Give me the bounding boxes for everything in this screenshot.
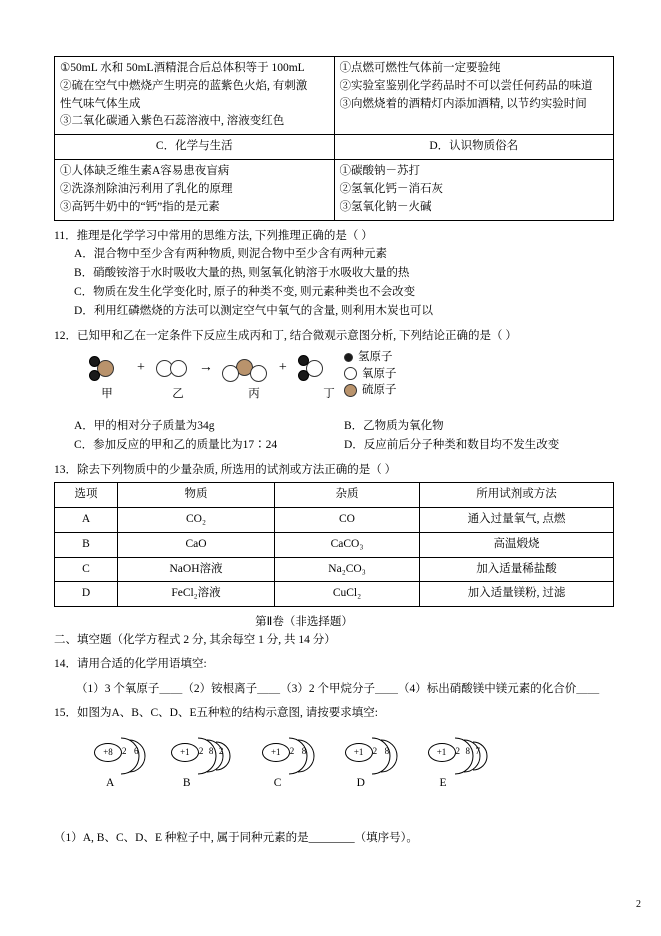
table-cell-ab-left [55,57,335,135]
spacer-1 [130,385,158,401]
oxygen-atom-icon [222,365,239,382]
question-15-sub-1: （1）A, B、C、D、E 种粒子中, 属于同种元素的是________（填序号）。 [54,832,418,845]
cell-impurity: CuCl₂ [275,582,420,607]
molecule-label-yi: 乙 [172,387,184,400]
table-row [55,507,614,532]
plus-sign-1: + [137,359,145,375]
cell-substance: NaOH溶液 [118,557,275,582]
legend-label: 硫原子 [362,384,397,397]
question-15-stem: 15．如图为A、B、C、D、E五种粒的结构示意图, 请按要求填空: [54,706,378,719]
nucleus-charge: +1 [171,743,199,762]
atom-structure-diagrams [54,730,614,790]
table-cell-header-c: C．化学与生活 [55,135,335,160]
cell-option: B [55,532,118,557]
table-row [55,160,614,220]
question-13-stem: 13．除去下列物质中的少量杂质, 所选用的试剂或方法正确的是（ ） [54,463,397,476]
question-12-option-a: A．甲的相对分子质量为34g [74,419,215,432]
comparison-table-wrapper [54,56,614,221]
text-line: ①点燃可燃性气体前一定要验纯 [339,62,501,74]
molecule-bing [220,351,272,385]
question-14-stem: 14．请用合适的化学用语填空: [54,658,207,671]
hydrogen-atom-icon [89,356,100,367]
cell-impurity: CO [275,507,420,532]
hydrogen-atom-icon [89,370,100,381]
atom-label: E [439,777,447,790]
options-table [54,56,614,221]
legend-item-hydrogen [344,349,397,366]
shell-count: 6 [134,746,139,757]
page-number: 2 [636,899,641,910]
question-11-option-d: D．利用红磷燃烧的方法可以测定空气中氧气的含量, 则利用木炭也可以 [74,304,434,317]
shell-count: 7 [475,746,480,757]
cell-substance: CO₂ [118,507,275,532]
molecule-yi [152,351,192,385]
cell-method: 高温煅烧 [420,532,614,557]
hydrogen-atom-icon [344,353,353,362]
table-cell-cd-left [55,160,335,220]
question-11-option-c: C．物质在发生化学变化时, 原子的种类不变, 则元素种类也不会改变 [74,285,416,298]
section-2-heading: 二、填空题（化学方程式 2 分, 其余每空 1 分, 共 14 分） [54,634,336,647]
cell-option: D [55,582,118,607]
molecule-ding [294,351,336,385]
table-header-substance: 物质 [118,483,275,508]
cell-impurity: CaCO₃ [275,532,420,557]
table-cell-ab-right [334,57,614,135]
table-header-option: 选项 [55,483,118,508]
hydrogen-atom-icon [298,370,309,381]
shell-count: 8 [301,746,307,757]
atom-diagram-d [345,730,425,790]
cell-substance: FeCl₂溶液 [118,582,275,607]
atom-label: D [356,777,365,790]
table-row [55,57,614,135]
hydrogen-atom-icon [298,355,309,366]
atom-diagram-e [428,730,516,790]
shell-count: 8 [208,746,214,757]
oxygen-atom-icon [344,367,357,380]
shell-count: 2 [289,746,295,757]
document-content [54,56,614,847]
question-12-option-c: C．参加反应的甲和乙的质量比为17∶24 [74,438,278,451]
molecule-label-jia: 甲 [101,387,113,400]
atom-label: C [273,777,282,790]
atom-diagram-c [262,730,342,790]
table-header-method: 所用试剂或方法 [420,483,614,508]
nucleus-charge: +1 [345,743,373,762]
cell-substance: CaO [118,532,275,557]
shell-count: 8 [384,746,390,757]
electron-shells-icon [369,736,413,776]
cell-method: 加入适量镁粉, 过滤 [420,582,614,607]
atom-label: A [106,777,115,790]
molecule-diagram [54,351,614,413]
text-line: ①碳酸钠－苏打 [339,165,420,178]
table-row [55,582,614,607]
legend-item-oxygen [344,366,397,383]
reaction-arrow-icon: → [198,359,213,375]
question-12-options-row-2 [74,436,614,455]
molecule-legend [344,349,397,399]
text-line: ②硫在空气中燃烧产生明亮的蓝紫色火焰, 有刺激 [60,79,308,92]
sulfur-atom-icon [344,384,357,397]
text-line: ②氢氧化钙－消石灰 [339,182,443,195]
table-row [55,557,614,582]
shell-count: 2 [198,746,204,757]
electron-shells-icon [118,736,158,776]
legend-label: 氢原子 [358,350,393,363]
table-cell-header-d: D．认识物质俗名 [334,135,614,160]
spacer-3 [280,385,308,401]
table-header-impurity: 杂质 [275,483,420,508]
question-11-stem: 11．推理是化学学习中常用的思维方法, 下列推理正确的是（ ） [54,229,373,242]
plus-sign-2: + [278,359,287,375]
shell-count: 8 [465,746,470,757]
atom-label: B [182,777,191,790]
text-line: 性气味气体生成 [60,97,141,110]
shell-count: 2 [122,746,127,757]
question-12-option-d: D．反应前后分子种类和数目均不发生改变 [344,438,560,451]
shell-count: 2 [455,746,460,757]
text-line: ②洗涤剂除油污利用了乳化的原理 [60,182,233,195]
electron-shells-icon [195,736,247,776]
text-line: ②实验室鉴别化学药品时不可以尝任何药品的味道 [339,79,593,92]
cell-impurity: Na₂CO₃ [275,557,420,582]
question-11-option-a: A．混合物中至少含有两种物质, 则泥合物中至少含有两种元素 [74,247,388,260]
text-line: ③二氧化碳通入紫色石蕊溶液中, 溶液变红色 [60,115,285,128]
nucleus-charge: +8 [94,743,122,762]
text-line: ③氢氧化钠－火碱 [339,200,432,213]
text-line: ①50mL 水和 50mL酒精混合后总体积等于 100mL [60,62,305,74]
atom-diagram-b [171,730,259,790]
electron-shells-icon [286,736,330,776]
table-header-row [55,483,614,508]
nucleus-charge: +1 [428,743,456,762]
table-row-headers [55,135,614,160]
nucleus-charge: +1 [262,743,290,762]
shell-count: 2 [218,746,224,757]
molecule-label-ding: 丁 [323,387,335,400]
question-12-stem: 12．已知甲和乙在一定条件下反应生成丙和丁, 结合微观示意图分析, 下列结论正确的是（ ） [54,329,517,342]
electron-shells-icon [452,736,504,776]
text-line: ①人体缺乏维生素A容易患夜盲病 [60,165,230,178]
legend-label: 氧原子 [362,367,397,380]
text-line: ③向燃烧着的酒精灯内添加酒精, 以节约实验时间 [339,97,587,110]
legend-item-sulfur [344,382,397,399]
molecule-equation [84,351,336,385]
oxygen-atom-icon [170,360,187,377]
shell-count: 2 [372,746,378,757]
cell-option: C [55,557,118,582]
molecule-label-bing: 丙 [248,387,260,400]
cell-option: A [55,507,118,532]
text-line: ③高钙牛奶中的“钙”指的是元素 [60,200,220,213]
molecule-jia [84,351,130,385]
spacer-2 [198,385,228,401]
cell-method: 通入过量氧气, 点燃 [420,507,614,532]
paper-part-heading: 第Ⅱ卷（非选择题） [255,616,353,629]
table-cell-cd-right [334,160,614,220]
question-12-option-b: B．乙物质为氧化物 [344,419,444,432]
oxygen-atom-icon [250,365,267,382]
cell-method: 加入适量稀盐酸 [420,557,614,582]
question-14-body: （1）3 个氧原子＿＿（2）铵根离子＿＿（3）2 个甲烷分子＿＿（4）标出硝酸镁中镁元素的化合价＿＿ [76,682,600,695]
question-12-options-row-1 [74,417,614,436]
question-11-option-b: B．硝酸铵溶于水时吸收大量的热, 则氢氧化钠溶于水吸收大量的热 [74,266,410,279]
question-13-table [54,482,614,607]
atom-diagram-a [94,730,168,790]
molecule-labels [84,385,350,401]
table-row [55,532,614,557]
